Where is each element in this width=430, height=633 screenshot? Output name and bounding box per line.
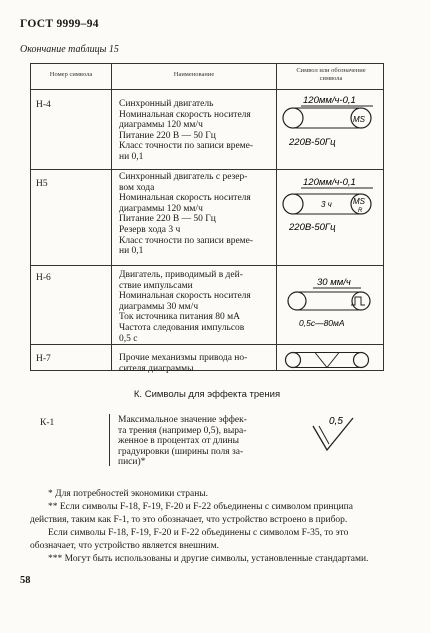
motor-badge-sub: R <box>358 208 363 214</box>
footnote-3-cont: обозначает, что устройство является внешним. <box>30 541 220 551</box>
symbol-h7 <box>279 347 383 371</box>
roller-circle <box>286 353 301 368</box>
column-divider <box>276 64 277 370</box>
column-divider <box>111 64 112 370</box>
motor-badge: MS <box>353 115 365 124</box>
desc-line: Частота следования импульсов <box>119 322 245 333</box>
footnote-4: *** Могут быть использованы и другие символы, установленные стандартами. <box>48 554 369 564</box>
desc-line: диаграммы 120 мм/ч <box>119 203 203 214</box>
desc-line: Резерв хода 3 ч <box>119 224 181 235</box>
row-code-h5: Н5 <box>36 179 48 189</box>
symbols-table <box>30 63 384 374</box>
row-desc-h7 <box>119 353 272 374</box>
desc-line: Двигатель, приводимый в дей- <box>119 270 243 280</box>
symbol-h5 <box>279 176 383 236</box>
desc-line: Номинальная скорость носителя <box>119 193 251 204</box>
desc-line: Синхронный двигатель <box>119 99 214 109</box>
page-number: 58 <box>20 575 31 586</box>
desc-line: Номинальная скорость носителя <box>119 109 251 120</box>
row-code-h4: Н-4 <box>36 100 51 110</box>
header-code: Номер символа <box>49 71 93 78</box>
desc-line: Максимальное значение эффек- <box>118 415 247 425</box>
desc-line: ни 0,1 <box>119 246 144 257</box>
row-desc-k1 <box>118 415 268 468</box>
friction-value: 0,5 <box>329 416 343 427</box>
symbol-speed-label: 120мм/ч-0,1 <box>303 95 356 106</box>
table-caption: Окончание таблицы 15 <box>20 44 119 55</box>
k1-divider <box>109 414 110 466</box>
document-code: ГОСТ 9999–94 <box>20 18 99 30</box>
symbol-speed-label: 30 мм/ч <box>317 277 351 288</box>
desc-line: 0,5 с <box>119 333 138 344</box>
row-divider <box>31 265 383 266</box>
row-code-h7: Н-7 <box>36 354 51 364</box>
desc-line: Номинальная скорость носителя <box>119 291 251 302</box>
roller-circle <box>283 108 303 128</box>
row-desc-h6 <box>119 270 272 344</box>
row-code-h6: Н-6 <box>36 273 51 283</box>
row-code-k1: К-1 <box>40 418 55 428</box>
row-divider <box>31 169 383 170</box>
symbol-pulse-label: 0,5с—80мА <box>299 318 345 328</box>
roller-circle <box>354 353 369 368</box>
section-title: К. Символы для эффекта трения <box>133 389 281 400</box>
row-desc-h5 <box>119 172 272 257</box>
footnote-3: Если символы F-18, F-19, F-20 и F-22 объединены с символом F-35, то это <box>48 528 349 538</box>
header-symbol: Символ или обозначение символа <box>296 67 366 82</box>
footnote-1: * Для потребностей экономики страны. <box>48 489 209 499</box>
symbol-power-label: 220В-50Гц <box>289 137 336 148</box>
symbol-h6 <box>279 276 383 336</box>
friction-check-inner-icon <box>319 426 329 444</box>
roller-circle <box>288 292 306 310</box>
symbol-k1 <box>305 410 365 455</box>
desc-line: вом хода <box>119 182 155 193</box>
desc-line: Синхронный двигатель с резер- <box>119 172 248 182</box>
desc-line: диаграммы 120 мм/ч <box>119 120 203 131</box>
symbol-speed-label: 120мм/ч-0,1 <box>303 177 356 188</box>
motor-badge: MS <box>353 197 365 206</box>
footnote-2: ** Если символы F-18, F-19, F-20 и F-22 объединены с символом принципа <box>48 502 353 512</box>
symbol-power-label: 220В-50Гц <box>289 222 336 233</box>
desc-line: градуировки (ширины поля за- <box>118 446 244 457</box>
desc-line: Класс точности по записи време- <box>119 141 254 152</box>
desc-line: Питание 220 В — 50 Гц <box>119 214 216 225</box>
desc-line: та трения (например 0,5), выра- <box>118 425 247 436</box>
reserve-label: 3 ч <box>321 200 332 209</box>
desc-line: диаграммы 30 мм/ч <box>119 301 199 312</box>
header-name: Наименование <box>173 71 215 78</box>
symbol-h4 <box>279 94 383 154</box>
desc-line: Питание 220 В — 50 Гц <box>119 130 216 141</box>
desc-line: писи)* <box>118 457 146 468</box>
roller-circle <box>283 194 303 214</box>
mechanism-triangle-icon <box>315 353 339 368</box>
desc-line: ствие импульсами <box>119 280 193 291</box>
desc-line: Класс точности по записи време- <box>119 235 254 246</box>
row-desc-h4 <box>119 99 272 163</box>
pulse-icon <box>351 297 365 305</box>
header-divider <box>31 89 383 90</box>
desc-line: Ток источника питания 80 мА <box>119 312 240 323</box>
desc-line: ни 0,1 <box>119 151 144 162</box>
desc-line: женное в процентах от длины <box>118 436 239 447</box>
desc-line: сителя диаграммы <box>119 363 194 374</box>
footnote-2-cont: действия, таким как F-1, то это обозначает, что устройство встроено в прибор. <box>30 515 348 525</box>
desc-line: Прочие механизмы привода но- <box>119 353 248 363</box>
